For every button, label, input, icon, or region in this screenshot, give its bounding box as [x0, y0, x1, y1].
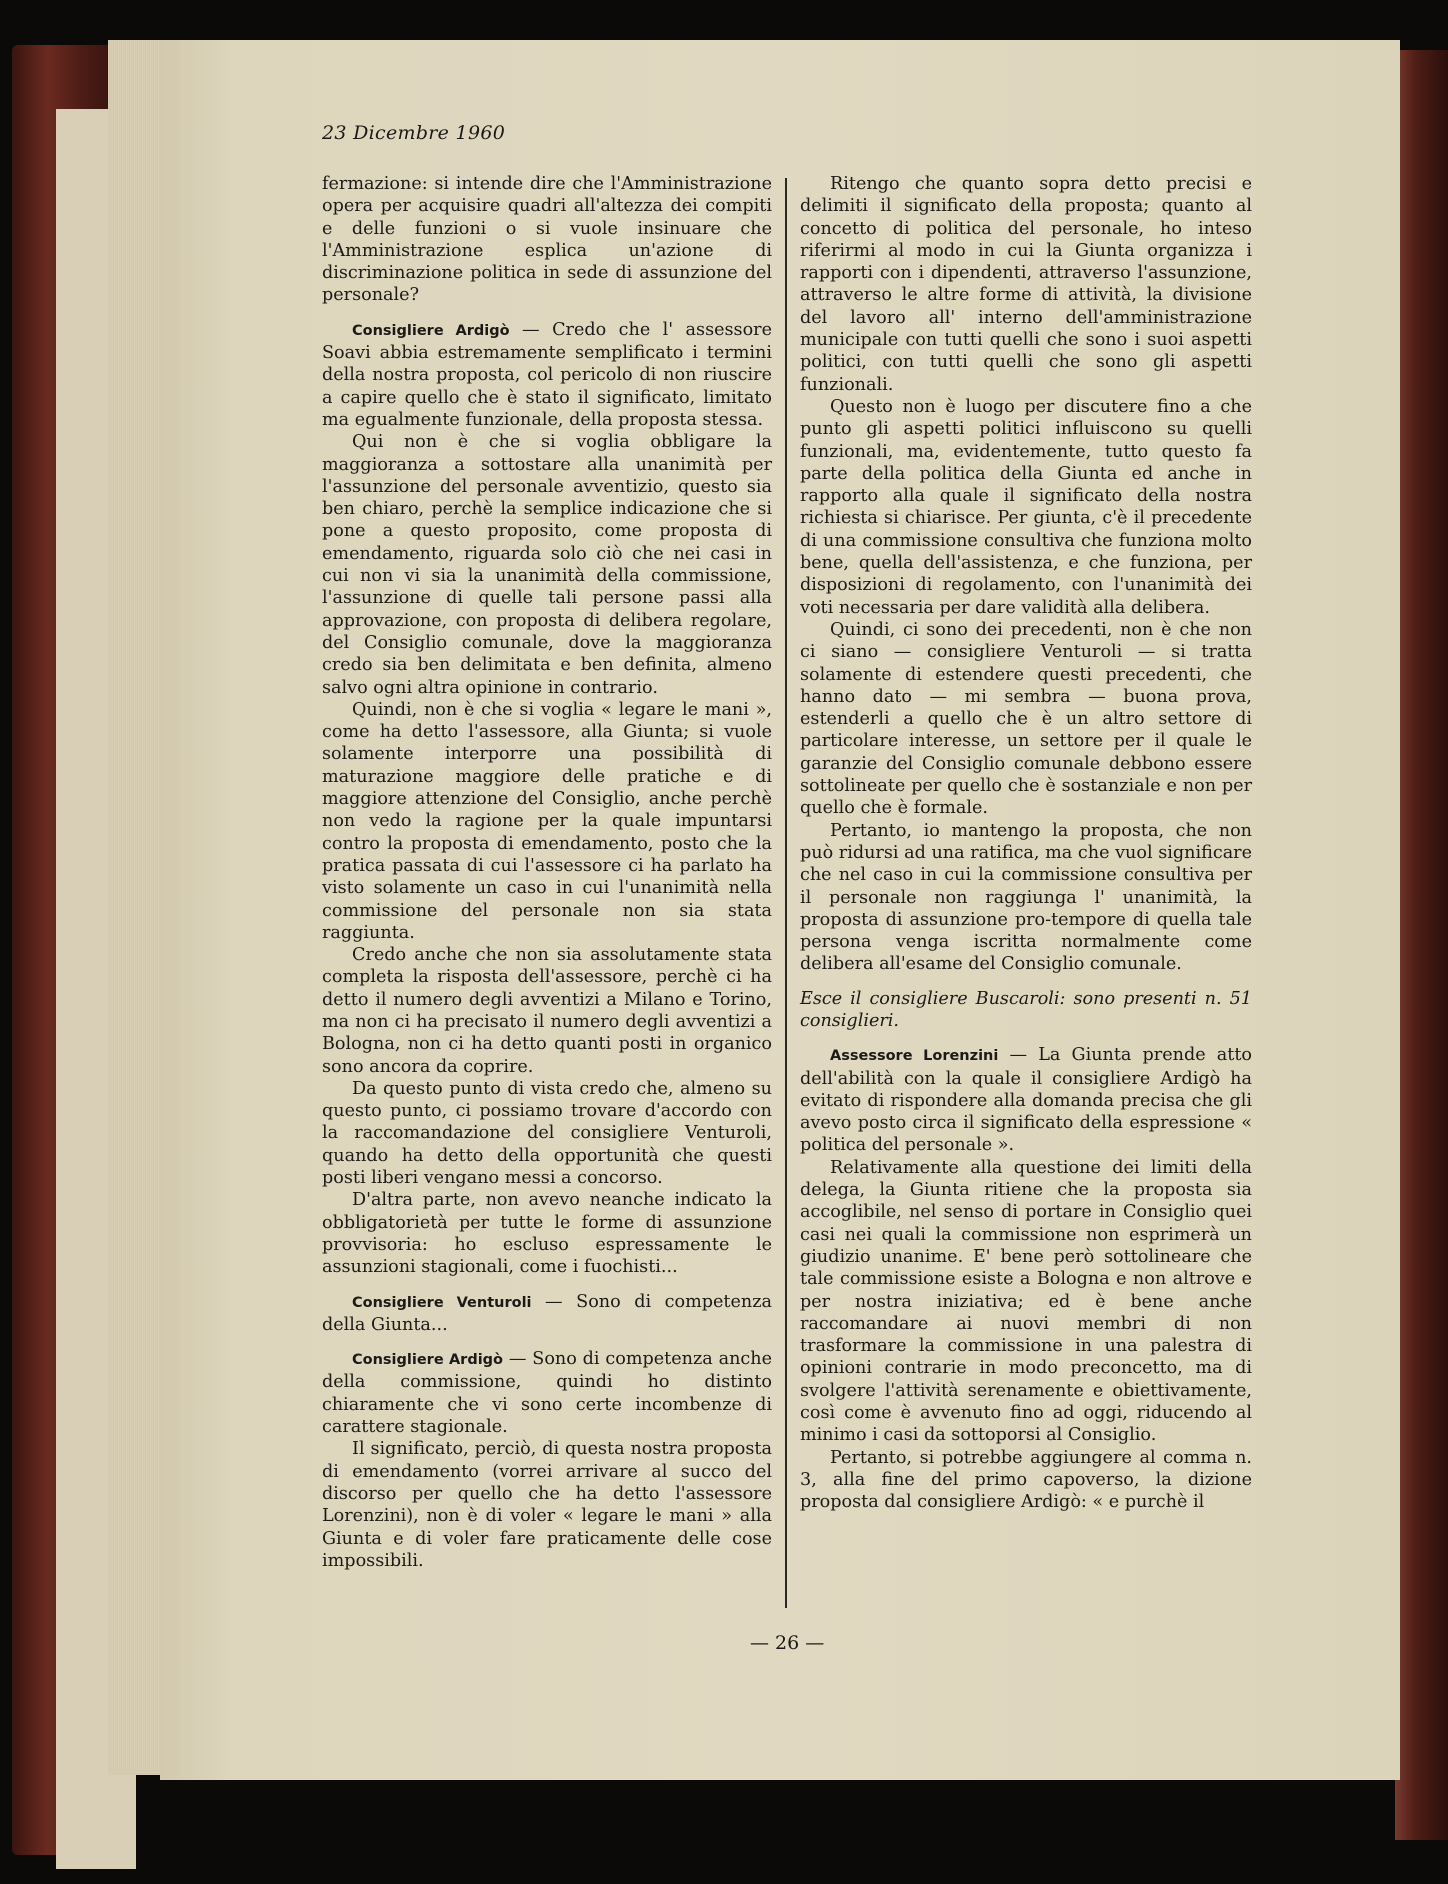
paragraph: Ritengo che quanto sopra detto precisi e delimiti il significato della proposta; quanto al concetto di politica del personale, ho inteso riferirmi al modo in cui la Giunta organizza i rapporti con i dipendenti, attraverso l'assunzione, attraverso le altre forme di attività, la divisione del lavoro all' interno dell'amministrazione municipale con tutti quelli che sono i suoi aspetti politici, con tutti quelli che sono gli aspetti funzionali.	[800, 174, 1252, 395]
paragraph: D'altra parte, non avevo neanche indicato la obbligatorietà per tutte le forme di assunzione provvisoria: ho escluso espressamente le assunzioni stagionali, come i fuochisti...	[322, 1190, 772, 1278]
page-number: — 26 —	[750, 1632, 825, 1654]
speaker-name: Assessore Lorenzini	[830, 1048, 999, 1065]
speaker-dash: —	[998, 1045, 1039, 1066]
page-stack-edges	[108, 40, 168, 1775]
paragraph: Credo anche che non sia assolutamente stata completa la risposta dell'assessore, perchè ci ha detto il numero degli avventizi a Milano e Torino, ma non ci ha precisato il numero degli avventizi a Bologna, non ci ha detto quanti posti in organico sono ancora da coprire.	[322, 945, 772, 1077]
speech-text: Sono di competenza anche della commissione, quindi ho distinto chiaramente che vi sono certe incombenze di carattere stagionale.	[322, 1349, 772, 1438]
speech-paragraph	[800, 1044, 1252, 1156]
speaker-dash: —	[503, 1349, 533, 1370]
column-divider	[785, 178, 787, 1608]
running-head-date: 23 Dicembre 1960	[322, 122, 506, 144]
book-right-edge	[1395, 50, 1448, 1840]
speaker-dash: —	[509, 319, 553, 340]
paragraph: Da questo punto di vista credo che, almeno su questo punto, ci possiamo trovare d'accordo con la raccomandazione del consigliere Venturoli, quando ha detto della opportunità che questi posti liberi vengano messi a concorso.	[322, 1078, 772, 1189]
procedural-note: Esce il consigliere Buscaroli: sono presenti n. 51 consiglieri.	[800, 988, 1252, 1031]
speech-text: Credo che l' assessore Soavi abbia estremamente semplificato i termini della nostra proposta, col pericolo di non riuscire a capire quello che è stato il significato, limitato ma egualmente funzionale, della proposta stessa.	[322, 319, 772, 430]
speech-paragraph	[322, 319, 772, 431]
speech-paragraph	[322, 1348, 772, 1438]
paragraph: Pertanto, si potrebbe aggiungere al comma n. 3, alla fine del primo capoverso, la dizione proposta dal consigliere Ardigò: « e purchè il	[800, 1447, 1252, 1513]
paragraph: fermazione: si intende dire che l'Amministrazione opera per acquisire quadri all'altezza dei compiti e delle funzioni o si vuole insinuare che l'Amministrazione esplica un'azione di discriminazione politica in sede di assunzione del personale?	[322, 174, 772, 306]
speaker-name: Consigliere Ardigò	[352, 322, 510, 339]
paragraph: Il significato, perciò, di questa nostra proposta di emendamento (vorrei arrivare al succo del discorso per quello che ha detto l'assessore Lorenzini), non è di voler « legare le mani » alla Giunta e di voler fare praticamente delle cose impossibili.	[322, 1439, 772, 1571]
speech-paragraph	[322, 1291, 772, 1337]
speaker-dash: —	[531, 1291, 577, 1312]
speech-text: La Giunta prende atto dell'abilità con la quale il consigliere Ardigò ha evitato di rispondere alla domanda precisa che gli avevo posto circa il significato della espressione « politica del personale ».	[800, 1045, 1252, 1156]
speaker-name: Consigliere Ardigò	[352, 1352, 504, 1369]
text-column-left	[322, 173, 772, 1572]
paragraph: Quindi, non è che si voglia « legare le mani », come ha detto l'assessore, alla Giunta; si vuole solamente interporre una possibilità di maturazione maggiore delle pratiche e di maggiore attenzione del Consiglio, anche perchè non vedo la ragione per la quale impuntarsi contro la proposta di emendamento, posto che la pratica passata di cui l'assessore ci ha parlato ha visto solamente un caso in cui l'unanimità nella commissione del personale non sia stata raggiunta.	[322, 699, 772, 943]
paragraph: Pertanto, io mantengo la proposta, che non può ridursi ad una ratifica, ma che vuol significare che nel caso in cui la commissione consultiva per il personale non raggiunga l' unanimità, la proposta di assunzione pro-tempore di quella tale persona venga iscritta normalmente come delibera all'esame del Consiglio comunale.	[800, 820, 1252, 975]
text-column-right	[800, 173, 1252, 1514]
paragraph: Quindi, ci sono dei precedenti, non è che non ci siano — consigliere Venturoli — si tratta solamente di estendere questi precedenti, che hanno dato — mi sembra — buona prova, estenderli a quello che è un altro settore di particolare interesse, un settore per il quale le garanzie del Consiglio comunale debbono essere sottolineate per quello che è sostanziale e non per quello che è formale.	[800, 619, 1252, 819]
paragraph: Qui non è che si voglia obbligare la maggioranza a sottostare alla unanimità per l'assunzione del personale avventizio, questo sia ben chiaro, perchè la semplice indicazione che si pone a questo proposito, come proposta di emendamento, riguarda solo ciò che nei casi in cui non vi sia la unanimità della commissione, l'assunzione di quelle tali persone passi alla approvazione, con proposta di delibera regolare, del Consiglio comunale, dove la maggioranza credo sia ben delimitata e ben definita, almeno salvo ogni altra opinione in contrario.	[322, 432, 772, 698]
page	[160, 40, 1400, 1780]
paragraph: Questo non è luogo per discutere fino a che punto gli aspetti politici influiscono su quelli funzionali, ma, evidentemente, tutto questo fa parte della politica della Giunta ed anche in rapporto alla quale il significato della nostra richiesta si chiarisce. Per giunta, c'è il precedente di una commissione consultiva che funziona molto bene, quella dell'assistenza, e che funziona, per disposizioni di regolamento, con l'unanimità dei voti necessaria per dare validità alla delibera.	[800, 396, 1252, 618]
paragraph: Relativamente alla questione dei limiti della delega, la Giunta ritiene che la proposta sia accoglibile, nel senso di portare in Consiglio quei casi nei quali la commissione non esprimerà un giudizio unanime. E' bene però sottolineare che tale commissione esiste a Bologna e non altrove e per nostra iniziativa; ed è bene anche raccomandare ai nuovi membri di non trasformare la commissione in una palestra di opinioni contrarie in modo preconcetto, ma di svolgere l'attività serenamente e obiettivamente, così come è avvenuto fino ad oggi, riducendo al minimo i casi da sottoporsi al Consiglio.	[800, 1157, 1252, 1446]
speech-text: Sono di competenza della Giunta...	[322, 1291, 773, 1335]
speaker-name: Consigliere Venturoli	[352, 1294, 532, 1311]
